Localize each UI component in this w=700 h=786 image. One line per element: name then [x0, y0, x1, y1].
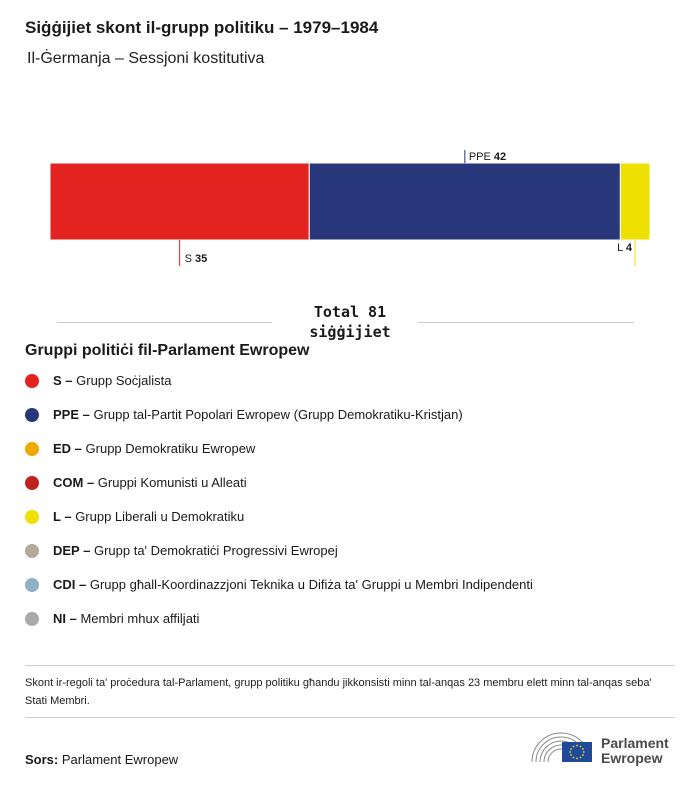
logo-text [601, 736, 669, 766]
total-label [270, 302, 430, 342]
total-line2: siġġijiet [309, 323, 391, 341]
legend-dot [25, 510, 39, 524]
total-line1: Total 81 [313, 303, 387, 321]
legend-item-ed [25, 438, 685, 472]
legend-item-ppe [25, 404, 685, 438]
legend-label: Membri mhux affiljati [80, 611, 200, 626]
legend-label: Grupp Demokratiku Ewropew [85, 441, 256, 456]
legend-item-com [25, 472, 685, 506]
legend-dot [25, 408, 39, 422]
chart-title: Siġġijiet skont il-grupp politiku – 1979–1984 [25, 18, 379, 37]
bar-segment-l [620, 163, 650, 240]
legend-label: Gruppi Komunisti u Alleati [97, 475, 247, 490]
legend-abbr: S – [53, 373, 73, 388]
legend-abbr: L – [53, 509, 72, 524]
legend-dot [25, 476, 39, 490]
legend-dot [25, 442, 39, 456]
legend-abbr: COM – [53, 475, 95, 490]
legend-item-dep [25, 540, 685, 574]
legend-label: Grupp tal-Partit Popolari Ewropew (Grupp Demokratiku-Kristjan) [93, 407, 463, 422]
legend [25, 370, 685, 642]
legend-abbr: PPE – [53, 407, 90, 422]
divider-bottom [25, 717, 675, 718]
data-label-l: L 4 [617, 242, 632, 254]
legend-label: Grupp Soċjalista [76, 373, 172, 388]
legend-item-cdi [25, 574, 685, 608]
footnote: Skont ir-regoli ta' proċedura tal-Parlament, grupp politiku għandu jikkonsisti minn tal-anqas 23 membru elett minn tal-anqas seba' Stati Membri. [25, 677, 652, 707]
legend-item-l [25, 506, 685, 540]
logo-line1: Parlament [601, 735, 669, 751]
bar-segment-ppe [309, 163, 620, 240]
legend-title: Gruppi politiċi fil-Parlament Ewropew [25, 342, 310, 359]
total-divider-left [57, 322, 272, 323]
bar-segment-s [50, 163, 309, 240]
legend-abbr: ED – [53, 441, 82, 456]
legend-dot [25, 374, 39, 388]
seat-chart [0, 140, 700, 290]
legend-abbr: DEP – [53, 543, 91, 558]
legend-item-ni [25, 608, 685, 642]
european-parliament-logo [528, 726, 678, 770]
legend-abbr: NI – [53, 611, 77, 626]
total-seats [0, 300, 700, 344]
source-value: Parlament Ewropew [61, 752, 179, 767]
divider-top [25, 665, 675, 666]
legend-label: Grupp ta' Demokratiċi Progressivi Ewropej [93, 543, 338, 558]
chart-subtitle: Il-Ġermanja – Sessjoni kostitutiva [27, 50, 265, 67]
legend-item-s [25, 370, 685, 404]
legend-abbr: CDI – [53, 577, 87, 592]
logo-line2: Ewropew [601, 750, 663, 766]
total-divider-right [418, 322, 634, 323]
legend-dot [25, 578, 39, 592]
data-label-ppe: PPE 42 [468, 151, 507, 163]
legend-dot [25, 544, 39, 558]
source [25, 752, 178, 767]
legend-dot [25, 612, 39, 626]
hemicycle-icon [528, 726, 594, 766]
source-label: Sors: [25, 752, 59, 767]
legend-label: Grupp Liberali u Demokratiku [75, 509, 245, 524]
legend-label: Grupp għall-Koordinazzjoni Teknika u Difiża ta' Gruppi u Membri Indipendenti [89, 577, 533, 592]
data-label-s: S 35 [184, 253, 208, 265]
